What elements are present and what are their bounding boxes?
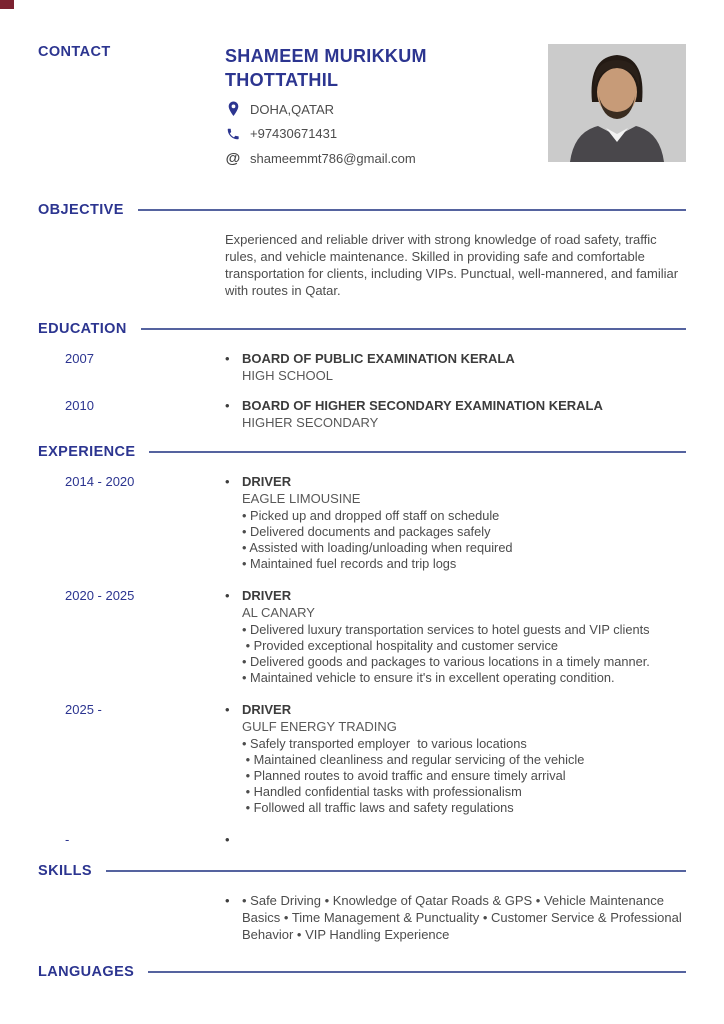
education-subtitle: HIGH SCHOOL <box>242 368 334 383</box>
duty-line: • Followed all traffic laws and safety regulations <box>242 800 514 815</box>
experience-entry <box>225 473 686 572</box>
location-text: DOHA,QATAR <box>250 101 335 117</box>
job-duties <box>242 736 584 816</box>
contact-phone <box>225 126 536 141</box>
section-rule <box>148 971 686 973</box>
duty-line: • Picked up and dropped off staff on schedule <box>242 508 500 523</box>
section-rule <box>149 451 686 453</box>
contact-info-col <box>225 44 536 176</box>
objective-heading: OBJECTIVE <box>38 202 124 218</box>
education-title: BOARD OF HIGHER SECONDARY EXAMINATION KERALA <box>242 398 603 413</box>
duty-line: • Safely transported employer to various locations <box>242 736 527 751</box>
experience-section-header <box>38 444 686 460</box>
duty-line: • Provided exceptional hospitality and customer service <box>242 638 559 653</box>
section-rule <box>106 870 686 872</box>
objective-row <box>38 218 686 299</box>
job-duties <box>242 622 650 686</box>
duty-line: • Maintained vehicle to ensure it's in excellent operating condition. <box>242 670 615 685</box>
candidate-name <box>225 44 536 92</box>
skills-entry <box>225 892 694 943</box>
bullet-icon: • <box>225 351 230 366</box>
education-item <box>38 397 686 431</box>
skills-heading: SKILLS <box>38 863 92 879</box>
location-pin-icon <box>225 101 241 117</box>
section-rule <box>141 328 686 330</box>
bullet-icon: • <box>225 893 230 908</box>
job-title: DRIVER <box>242 588 292 603</box>
experience-period: 2025 - <box>65 702 102 717</box>
experience-items <box>38 473 686 848</box>
experience-item <box>38 473 686 572</box>
experience-entry <box>225 701 686 816</box>
bullet-icon: • <box>225 474 230 489</box>
duty-line: • Maintained cleanliness and regular servicing of the vehicle <box>242 752 585 767</box>
duty-line: • Delivered documents and packages safely <box>242 524 491 539</box>
duty-line: • Maintained fuel records and trip logs <box>242 556 457 571</box>
bullet-icon: • <box>225 832 230 847</box>
phone-text: +97430671431 <box>250 126 338 141</box>
languages-section <box>38 964 686 980</box>
bullet-icon: • <box>225 398 230 413</box>
contact-heading-col <box>38 44 225 176</box>
experience-period: - <box>65 832 70 847</box>
skills-row <box>38 892 686 943</box>
contact-email <box>225 150 536 167</box>
job-title: DRIVER <box>242 702 292 717</box>
experience-entry-body <box>242 701 584 816</box>
education-entry-body <box>242 350 515 384</box>
education-year: 2007 <box>65 351 94 366</box>
experience-entry <box>225 587 686 686</box>
name-line-1: SHAMEEM MURIKKUM <box>225 46 427 66</box>
contact-location <box>225 101 536 117</box>
objective-text: Experienced and reliable driver with strong knowledge of road safety, traffic rules, and vehicle maintenance. Skilled in providing safe and comfortable transportation for clients, including VIPs. Punctual, well-mannered, and familiar with routes in Qatar. <box>225 232 679 298</box>
phone-icon <box>225 127 241 141</box>
education-item <box>38 350 686 384</box>
experience-period: 2020 - 2025 <box>65 588 135 603</box>
contact-section <box>38 44 686 176</box>
education-section <box>38 321 686 431</box>
duty-line: • Handled confidential tasks with professionalism <box>242 784 522 799</box>
duty-line: • Assisted with loading/unloading when required <box>242 540 513 555</box>
objective-section <box>38 202 686 299</box>
experience-item <box>38 587 686 686</box>
languages-heading: LANGUAGES <box>38 964 135 980</box>
education-year: 2010 <box>65 398 94 413</box>
duty-line: • Delivered luxury transportation services to hotel guests and VIP clients <box>242 622 650 637</box>
experience-entry-body <box>242 473 513 572</box>
languages-section-header <box>38 964 686 980</box>
scan-corner-mark <box>0 0 14 9</box>
duty-line: • Delivered goods and packages to various locations in a timely manner. <box>242 654 650 669</box>
skills-section <box>38 863 686 943</box>
spacer <box>38 892 225 943</box>
job-duties <box>242 508 513 572</box>
education-heading: EDUCATION <box>38 321 127 337</box>
company-name: GULF ENERGY TRADING <box>242 719 397 734</box>
at-sign-icon: @ <box>225 150 241 167</box>
education-items <box>38 350 686 431</box>
objective-section-header <box>38 202 686 218</box>
contact-heading: CONTACT <box>38 44 111 60</box>
bullet-icon: • <box>225 588 230 603</box>
education-entry <box>225 350 686 384</box>
education-section-header <box>38 321 686 337</box>
company-name: AL CANARY <box>242 605 315 620</box>
education-subtitle: HIGHER SECONDARY <box>242 415 379 430</box>
experience-period: 2014 - 2020 <box>65 474 135 489</box>
photo-col <box>536 44 686 176</box>
experience-heading: EXPERIENCE <box>38 444 136 460</box>
experience-entry-body <box>242 587 650 686</box>
company-name: EAGLE LIMOUSINE <box>242 491 361 506</box>
spacer <box>38 218 225 299</box>
skills-text: • Safe Driving • Knowledge of Qatar Roads & GPS • Vehicle Maintenance Basics • Time Management & Punctuality • Customer Service & Professional Behavior • VIP Handling Experience <box>242 893 686 942</box>
profile-photo <box>548 44 686 162</box>
email-text: shameemmt786@gmail.com <box>250 151 416 166</box>
education-title: BOARD OF PUBLIC EXAMINATION KERALA <box>242 351 515 366</box>
duty-line: • Planned routes to avoid traffic and ensure timely arrival <box>242 768 566 783</box>
name-line-2: THOTTATHIL <box>225 70 339 90</box>
profile-photo-illustration <box>548 44 686 162</box>
education-entry-body <box>242 397 603 431</box>
section-rule <box>138 209 686 211</box>
job-title: DRIVER <box>242 474 292 489</box>
bullet-icon: • <box>225 702 230 717</box>
experience-entry <box>225 831 686 848</box>
education-entry <box>225 397 686 431</box>
skills-section-header <box>38 863 686 879</box>
experience-item <box>38 701 686 816</box>
experience-section <box>38 444 686 848</box>
experience-item-empty <box>38 831 686 848</box>
